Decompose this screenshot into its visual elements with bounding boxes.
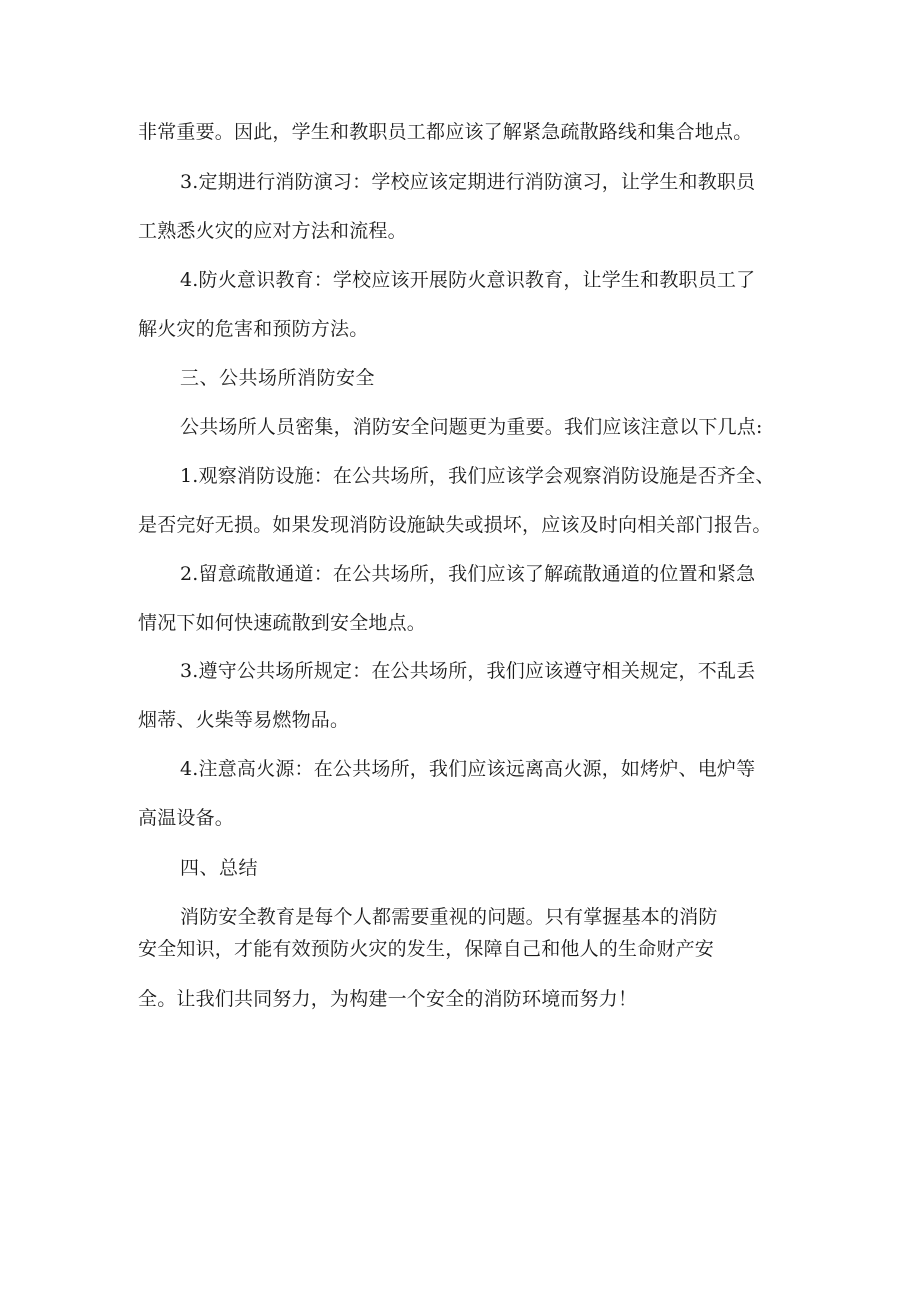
paragraph-line: 全。让我们共同努力，为构建一个安全的消防环境而努力！	[138, 988, 638, 1010]
paragraph-line: 非常重要。因此，学生和教职员工都应该了解紧急疏散路线和集合地点。	[138, 121, 753, 143]
paragraph-line: 情况下如何快速疏散到安全地点。	[138, 612, 427, 634]
paragraph-line: 公共场所人员密集，消防安全问题更为重要。我们应该注意以下几点:	[180, 416, 763, 438]
paragraph-line: 3.遵守公共场所规定：在公共场所，我们应该遵守相关规定，不乱丢	[180, 660, 756, 682]
paragraph-line: 是否完好无损。如果发现消防设施缺失或损坏，应该及时向相关部门报告。	[138, 514, 772, 536]
section-heading: 四、总结	[180, 857, 259, 879]
paragraph-line: 2.留意疏散通道：在公共场所，我们应该了解疏散通道的位置和紧急	[180, 563, 756, 585]
paragraph-line: 1.观察消防设施：在公共场所，我们应该学会观察消防设施是否齐全、	[180, 465, 775, 487]
paragraph-line: 工熟悉火灾的应对方法和流程。	[138, 220, 407, 242]
paragraph-line: 解火灾的危害和预防方法。	[138, 318, 369, 340]
paragraph-line: 安全知识，才能有效预防火灾的发生，保障自己和他人的生命财产安	[138, 938, 715, 960]
paragraph-line: 4.注意高火源：在公共场所，我们应该远离高火源，如烤炉、电炉等	[180, 758, 756, 780]
paragraph-line: 消防安全教育是每个人都需要重视的问题。只有掌握基本的消防	[180, 906, 718, 928]
paragraph-line: 烟蒂、火柴等易燃物品。	[138, 709, 350, 731]
section-heading: 三、公共场所消防安全	[180, 367, 376, 389]
paragraph-line: 4.防火意识教育：学校应该开展防火意识教育，让学生和教职员工了	[180, 269, 756, 291]
paragraph-line: 高温设备。	[138, 807, 235, 829]
paragraph-line: 3.定期进行消防演习：学校应该定期进行消防演习，让学生和教职员	[180, 171, 756, 193]
